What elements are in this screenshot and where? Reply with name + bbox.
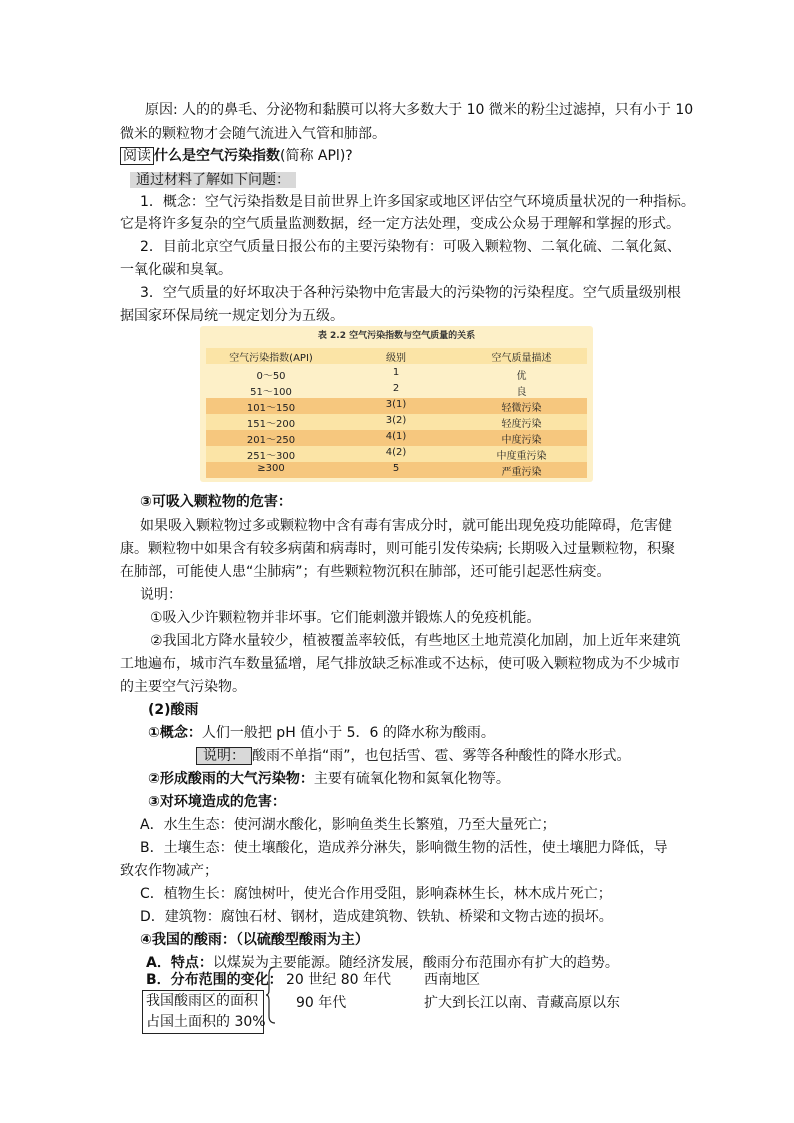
- term-label: ②形成酸雨的大气污染物：: [148, 771, 314, 787]
- table-header-row: [206, 348, 587, 364]
- text-line: 在肺部，可能使人患“尘肺病”；有些颗粒物沉积在肺部，还可能引起恶性病变。: [120, 564, 611, 580]
- read-tag: 阅读: [120, 147, 154, 165]
- read-title: 什么是空气污染指数: [154, 148, 280, 164]
- table-cell: 0～50: [256, 371, 286, 382]
- table-cell: 轻微污染: [501, 403, 542, 414]
- table-header: 空气污染指数(API): [229, 353, 313, 364]
- text-line: 原因: 人的的鼻毛、分泌物和黏膜可以将大多数大于 10 微米的粉尘过滤掉，只有小于 10: [145, 102, 694, 118]
- box-line: 我国酸雨区的面积: [146, 993, 258, 1009]
- text-line: 的主要空气污染物。: [120, 679, 246, 695]
- table-row: [206, 382, 587, 398]
- text-line: 致农作物减产；: [120, 863, 218, 879]
- section-heading: ③对环境造成的危害：: [148, 794, 286, 810]
- table-cell: 1: [392, 367, 400, 378]
- text-line: ②我国北方降水量较少，植被覆盖率较低，有些地区土地荒漠化加剧，加上近年来建筑: [150, 633, 681, 649]
- term-text: 人们一般把 pH 值小于 5．6 的降水称为酸雨。: [201, 725, 495, 741]
- text-line: 2．目前北京空气质量日报公布的主要污染物有：可吸入颗粒物、二氧化硫、二氧化氮、: [140, 239, 681, 255]
- table-cell: 3(1): [385, 399, 407, 410]
- table-cell: ≥300: [257, 463, 285, 474]
- section-heading: B．分布范围的变化：: [146, 972, 283, 988]
- table-cell: 101～150: [246, 403, 296, 414]
- brace-icon: [266, 966, 276, 1024]
- table-cell: 201～250: [246, 435, 296, 446]
- text-line: [148, 723, 495, 745]
- table-cell: 151～200: [246, 419, 296, 430]
- box-line: 占国土面积的 30%: [146, 1014, 266, 1030]
- text-line: ①吸入少许颗粒物并非坏事。它们能刺激并锻炼人的免疫机能。: [150, 610, 541, 626]
- table-cell: 5: [392, 463, 400, 474]
- era-label: 90 年代: [296, 995, 347, 1011]
- section-heading: [120, 146, 353, 168]
- table-cell: 中度污染: [501, 435, 542, 446]
- text-line: 一氧化碳和臭氧。: [120, 262, 232, 278]
- table-row: [206, 398, 587, 414]
- term-text: 以煤炭为主要能源。随经济发展，酸雨分布范围亦有扩大的趋势。: [212, 955, 619, 971]
- era-label: 20 世纪 80 年代: [286, 972, 391, 988]
- highlighted-text: 通过材料了解如下问题：: [130, 172, 296, 188]
- table-cell: 中度重污染: [496, 451, 547, 462]
- api-table: [200, 326, 593, 482]
- table-header: 级别: [386, 353, 406, 364]
- section-heading: ③可吸入颗粒物的危害：: [140, 494, 292, 510]
- text-line: A．水生生态：使河湖水酸化，影响鱼类生长繁殖，乃至大量死亡；: [140, 817, 556, 833]
- read-suffix: (简称 APl)?: [280, 148, 353, 164]
- note-text: 酸雨不单指“雨”，也包括雪、雹、雾等各种酸性的降水形式。: [252, 748, 631, 764]
- table-cell: 优: [516, 371, 527, 382]
- table-row: [206, 462, 587, 478]
- text-line: [148, 769, 510, 791]
- text-line: 1．概念：空气污染指数是目前世界上许多国家或地区评估空气环境质量状况的一种指标。: [140, 194, 695, 210]
- table-cell: 2: [392, 383, 400, 394]
- text-line: 微米的颗粒物才会随气流进入气管和肺部。: [120, 126, 386, 142]
- section-heading: (2)酸雨: [148, 702, 199, 718]
- table-row: [206, 366, 587, 382]
- text-line: 如果吸入颗粒物过多或颗粒物中含有毒有害成分时，就可能出现免疫功能障碍，危害健: [140, 518, 672, 534]
- text-line: 它是将许多复杂的空气质量监测数据，经一定方法处理，变成公众易于理解和掌握的形式。: [120, 216, 680, 232]
- text-line: 说明：: [140, 587, 182, 603]
- table-cell: 良: [516, 387, 527, 398]
- table-row: [206, 414, 587, 430]
- acid-area-box: [142, 990, 264, 1034]
- text-line: D．建筑物：腐蚀石材、钢材，造成建筑物、铁轨、桥梁和文物古迹的损坏。: [140, 909, 613, 925]
- table-cell: 4(1): [385, 431, 407, 442]
- text-line: 据国家环保局统一规定划分为五级。: [120, 308, 344, 324]
- text-line: 工地遍布，城市汽车数量猛增，尾气排放缺乏标准或不达标，使可吸入颗粒物成为不少城市: [120, 656, 680, 672]
- table-cell: 51～100: [250, 387, 292, 398]
- text-line: 3．空气质量的好坏取决于各种污染物中危害最大的污染物的污染程度。空气质量级别根: [140, 285, 681, 301]
- text-line: [196, 746, 631, 768]
- table-caption: 表 2.2 空气污染指数与空气质量的关系: [317, 331, 476, 341]
- table-row: [206, 446, 587, 462]
- table-cell: 轻度污染: [501, 419, 542, 430]
- era-region: 西南地区: [424, 972, 480, 988]
- text-line: C．植物生长：腐蚀树叶，使光合作用受阻，影响森林生长，林木成片死亡；: [140, 886, 612, 902]
- term-text: 主要有硫氧化物和氮氧化物等。: [313, 771, 510, 787]
- era-region: 扩大到长江以南、青藏高原以东: [424, 995, 620, 1011]
- table-cell: 3(2): [385, 415, 407, 426]
- table-cell: 251～300: [246, 451, 296, 462]
- note-tag: 说明：: [196, 747, 252, 765]
- table-cell: 4(2): [385, 447, 407, 458]
- table-header: 空气质量描述: [491, 353, 552, 364]
- text-line: 康。颗粒物中如果含有较多病菌和病毒时，则可能引发传染病; 长期吸入过量颗粒物，积聚: [120, 541, 676, 557]
- term-label: A．特点：: [146, 955, 213, 971]
- table-cell: 严重污染: [501, 467, 542, 478]
- text-line: [130, 170, 296, 192]
- section-heading: ④我国的酸雨：（以硫酸型酸雨为主）: [140, 932, 369, 948]
- term-label: ①概念：: [148, 725, 202, 741]
- text-line: B．土壤生态：使土壤酸化，造成养分淋失，影响微生物的活性，使土壤肥力降低，导: [140, 840, 668, 856]
- table-row: [206, 430, 587, 446]
